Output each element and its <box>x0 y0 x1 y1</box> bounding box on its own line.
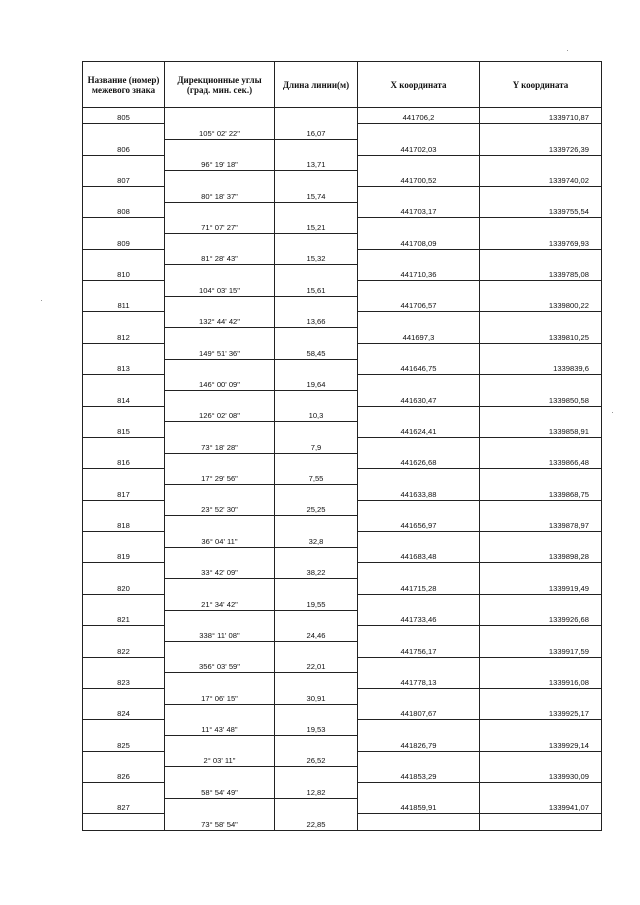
direction-angle: 132° 44' 42" <box>165 312 275 328</box>
segment-row <box>83 375 602 391</box>
empty-cell <box>275 390 358 406</box>
y-coordinate: 1339839,6 <box>480 359 602 375</box>
segment-row <box>83 469 602 485</box>
line-length: 19,55 <box>275 594 358 610</box>
empty-cell <box>165 767 275 783</box>
segment-row <box>83 626 602 642</box>
direction-angle: 73° 18' 28" <box>165 437 275 453</box>
empty-cell <box>275 579 358 595</box>
y-coordinate: 1339785,08 <box>480 265 602 281</box>
point-row <box>83 422 602 438</box>
empty-cell <box>275 359 358 375</box>
empty-cell <box>275 610 358 626</box>
direction-angle: 21° 34' 42" <box>165 594 275 610</box>
empty-cell <box>358 688 480 704</box>
segment-row <box>83 312 602 328</box>
line-length: 16,07 <box>275 124 358 140</box>
direction-angle: 2° 03' 11" <box>165 751 275 767</box>
y-coordinate: 1339800,22 <box>480 296 602 312</box>
empty-cell <box>275 736 358 752</box>
empty-cell <box>358 783 480 799</box>
y-coordinate: 1339726,39 <box>480 139 602 155</box>
empty-cell <box>480 406 602 422</box>
empty-cell <box>83 281 165 297</box>
empty-cell <box>275 328 358 344</box>
direction-angle: 11° 43' 48" <box>165 720 275 736</box>
point-row <box>83 767 602 783</box>
y-coordinate: 1339769,93 <box>480 234 602 250</box>
empty-cell <box>83 563 165 579</box>
empty-cell <box>358 657 480 673</box>
empty-cell <box>358 563 480 579</box>
x-coordinate: 441715,28 <box>358 579 480 595</box>
x-coordinate: 441853,29 <box>358 767 480 783</box>
point-name: 815 <box>83 422 165 438</box>
point-name: 809 <box>83 234 165 250</box>
empty-cell <box>83 500 165 516</box>
empty-cell <box>275 202 358 218</box>
x-coordinate: 441683,48 <box>358 547 480 563</box>
x-coordinate: 441626,68 <box>358 453 480 469</box>
empty-cell <box>275 704 358 720</box>
y-coordinate: 1339740,02 <box>480 171 602 187</box>
x-coordinate: 441826,79 <box>358 736 480 752</box>
x-coordinate: 441703,17 <box>358 202 480 218</box>
y-coordinate: 1339919,49 <box>480 579 602 595</box>
y-coordinate: 1339941,07 <box>480 798 602 814</box>
point-row <box>83 139 602 155</box>
line-length: 12,82 <box>275 783 358 799</box>
line-length: 22,01 <box>275 657 358 673</box>
segment-row <box>83 155 602 171</box>
empty-cell <box>480 783 602 799</box>
empty-cell <box>358 375 480 391</box>
segment-row <box>83 814 602 830</box>
x-coordinate: 441708,09 <box>358 234 480 250</box>
direction-angle: 96° 19' 18" <box>165 155 275 171</box>
empty-cell <box>83 343 165 359</box>
y-coordinate: 1339898,28 <box>480 547 602 563</box>
line-length: 30,91 <box>275 688 358 704</box>
point-row <box>83 202 602 218</box>
segment-row <box>83 720 602 736</box>
empty-cell <box>165 139 275 155</box>
point-row <box>83 516 602 532</box>
segment-row <box>83 563 602 579</box>
empty-cell <box>165 171 275 187</box>
boundary-coordinates-table <box>82 61 602 831</box>
empty-cell <box>275 673 358 689</box>
empty-cell <box>83 155 165 171</box>
empty-cell <box>480 657 602 673</box>
point-name: 807 <box>83 171 165 187</box>
empty-cell <box>480 720 602 736</box>
y-coordinate: 1339916,08 <box>480 673 602 689</box>
direction-angle: 146° 00' 09" <box>165 375 275 391</box>
empty-cell <box>480 437 602 453</box>
segment-row <box>83 532 602 548</box>
point-name: 811 <box>83 296 165 312</box>
y-coordinate: 1339810,25 <box>480 328 602 344</box>
line-length: 19,64 <box>275 375 358 391</box>
direction-angle: 33° 42' 09" <box>165 563 275 579</box>
empty-cell <box>480 312 602 328</box>
line-length: 38,22 <box>275 563 358 579</box>
point-name: 827 <box>83 798 165 814</box>
point-name: 818 <box>83 516 165 532</box>
segment-row <box>83 783 602 799</box>
empty-cell <box>480 814 602 830</box>
y-coordinate: 1339755,54 <box>480 202 602 218</box>
point-name: 805 <box>83 108 165 124</box>
direction-angle: 356° 03' 59" <box>165 657 275 673</box>
point-name: 823 <box>83 673 165 689</box>
segment-row <box>83 594 602 610</box>
point-row <box>83 390 602 406</box>
direction-angle: 338° 11' 08" <box>165 626 275 642</box>
segment-row <box>83 688 602 704</box>
empty-cell <box>275 485 358 501</box>
empty-cell <box>480 688 602 704</box>
line-length: 15,21 <box>275 218 358 234</box>
point-row <box>83 296 602 312</box>
x-coordinate: 441706,57 <box>358 296 480 312</box>
empty-cell <box>275 139 358 155</box>
x-coordinate: 441656,97 <box>358 516 480 532</box>
direction-angle: 126° 02' 08" <box>165 406 275 422</box>
empty-cell <box>83 751 165 767</box>
empty-cell <box>480 532 602 548</box>
empty-cell <box>275 108 358 124</box>
empty-cell <box>165 359 275 375</box>
line-length: 15,74 <box>275 186 358 202</box>
point-row <box>83 453 602 469</box>
line-length: 25,25 <box>275 500 358 516</box>
direction-angle: 23° 52' 30" <box>165 500 275 516</box>
point-row <box>83 234 602 250</box>
line-length: 7,9 <box>275 437 358 453</box>
empty-cell <box>275 171 358 187</box>
empty-cell <box>358 186 480 202</box>
y-coordinate: 1339930,09 <box>480 767 602 783</box>
point-name: 806 <box>83 139 165 155</box>
y-coordinate: 1339866,48 <box>480 453 602 469</box>
empty-cell <box>358 124 480 140</box>
empty-cell <box>83 469 165 485</box>
x-coordinate: 441700,52 <box>358 171 480 187</box>
point-name: 824 <box>83 704 165 720</box>
empty-cell <box>480 343 602 359</box>
empty-cell <box>165 390 275 406</box>
direction-angle: 73° 58' 54" <box>165 814 275 830</box>
empty-cell <box>480 124 602 140</box>
header-y-coordinate: Y координата <box>480 62 602 108</box>
segment-row <box>83 406 602 422</box>
scan-speck <box>41 300 42 301</box>
line-length: 58,45 <box>275 343 358 359</box>
x-coordinate: 441733,46 <box>358 610 480 626</box>
table-header-row <box>83 62 602 108</box>
y-coordinate: 1339710,87 <box>480 108 602 124</box>
empty-cell <box>480 563 602 579</box>
x-coordinate: 441633,88 <box>358 485 480 501</box>
empty-cell <box>165 547 275 563</box>
empty-cell <box>83 406 165 422</box>
scan-speck <box>612 412 613 413</box>
empty-cell <box>165 108 275 124</box>
point-name: 817 <box>83 485 165 501</box>
direction-angle: 149° 51' 36" <box>165 343 275 359</box>
point-name: 822 <box>83 641 165 657</box>
x-coordinate: 441646,75 <box>358 359 480 375</box>
empty-cell <box>480 218 602 234</box>
empty-cell <box>165 516 275 532</box>
segment-row <box>83 437 602 453</box>
empty-cell <box>83 312 165 328</box>
empty-cell <box>358 500 480 516</box>
x-coordinate: 441702,03 <box>358 139 480 155</box>
x-coordinate: 441624,41 <box>358 422 480 438</box>
direction-angle: 81° 28' 43" <box>165 249 275 265</box>
line-length: 19,53 <box>275 720 358 736</box>
empty-cell <box>480 249 602 265</box>
point-name: 812 <box>83 328 165 344</box>
direction-angle: 105° 02' 22" <box>165 124 275 140</box>
point-row <box>83 610 602 626</box>
empty-cell <box>165 641 275 657</box>
segment-row <box>83 751 602 767</box>
empty-cell <box>83 218 165 234</box>
x-coordinate: 441710,36 <box>358 265 480 281</box>
empty-cell <box>165 798 275 814</box>
empty-cell <box>275 547 358 563</box>
empty-cell <box>165 673 275 689</box>
empty-cell <box>358 594 480 610</box>
x-coordinate: 441630,47 <box>358 390 480 406</box>
direction-angle: 17° 06' 15" <box>165 688 275 704</box>
empty-cell <box>165 736 275 752</box>
empty-cell <box>275 641 358 657</box>
header-point-name: Название (номер) межевого знака <box>83 62 165 108</box>
empty-cell <box>83 594 165 610</box>
empty-cell <box>275 767 358 783</box>
empty-cell <box>83 720 165 736</box>
line-length: 7,55 <box>275 469 358 485</box>
y-coordinate: 1339850,58 <box>480 390 602 406</box>
empty-cell <box>83 186 165 202</box>
y-coordinate: 1339858,91 <box>480 422 602 438</box>
x-coordinate: 441706,2 <box>358 108 480 124</box>
empty-cell <box>83 375 165 391</box>
empty-cell <box>275 234 358 250</box>
direction-angle: 58° 54' 49" <box>165 783 275 799</box>
point-row <box>83 328 602 344</box>
line-length: 24,46 <box>275 626 358 642</box>
line-length: 13,66 <box>275 312 358 328</box>
empty-cell <box>358 751 480 767</box>
line-length: 13,71 <box>275 155 358 171</box>
y-coordinate: 1339926,68 <box>480 610 602 626</box>
segment-row <box>83 343 602 359</box>
empty-cell <box>275 453 358 469</box>
empty-cell <box>165 453 275 469</box>
empty-cell <box>358 312 480 328</box>
point-row <box>83 673 602 689</box>
segment-row <box>83 218 602 234</box>
empty-cell <box>275 265 358 281</box>
empty-cell <box>358 281 480 297</box>
empty-cell <box>480 186 602 202</box>
empty-cell <box>83 783 165 799</box>
point-name: 814 <box>83 390 165 406</box>
x-coordinate: 441756,17 <box>358 641 480 657</box>
point-row <box>83 798 602 814</box>
point-name: 810 <box>83 265 165 281</box>
line-length: 15,32 <box>275 249 358 265</box>
table-body <box>83 108 602 831</box>
point-name: 813 <box>83 359 165 375</box>
empty-cell <box>83 249 165 265</box>
empty-cell <box>83 437 165 453</box>
empty-cell <box>358 437 480 453</box>
direction-angle: 17° 29' 56" <box>165 469 275 485</box>
x-coordinate: 441807,67 <box>358 704 480 720</box>
empty-cell <box>358 814 480 830</box>
empty-cell <box>358 626 480 642</box>
empty-cell <box>165 234 275 250</box>
empty-cell <box>83 814 165 830</box>
point-row <box>83 171 602 187</box>
line-length: 22,85 <box>275 814 358 830</box>
line-length: 26,52 <box>275 751 358 767</box>
segment-row <box>83 500 602 516</box>
segment-row <box>83 249 602 265</box>
direction-angle: 104° 03' 15" <box>165 281 275 297</box>
line-length: 15,61 <box>275 281 358 297</box>
empty-cell <box>165 328 275 344</box>
empty-cell <box>480 469 602 485</box>
point-row <box>83 485 602 501</box>
segment-row <box>83 124 602 140</box>
segment-row <box>83 186 602 202</box>
y-coordinate: 1339878,97 <box>480 516 602 532</box>
point-row <box>83 108 602 124</box>
empty-cell <box>165 610 275 626</box>
x-coordinate: 441697,3 <box>358 328 480 344</box>
empty-cell <box>480 500 602 516</box>
empty-cell <box>358 249 480 265</box>
x-coordinate: 441859,91 <box>358 798 480 814</box>
point-row <box>83 265 602 281</box>
empty-cell <box>358 532 480 548</box>
empty-cell <box>165 704 275 720</box>
y-coordinate: 1339929,14 <box>480 736 602 752</box>
point-name: 826 <box>83 767 165 783</box>
point-name: 821 <box>83 610 165 626</box>
point-row <box>83 704 602 720</box>
point-name: 820 <box>83 579 165 595</box>
point-row <box>83 736 602 752</box>
empty-cell <box>480 594 602 610</box>
empty-cell <box>165 422 275 438</box>
empty-cell <box>480 751 602 767</box>
direction-angle: 80° 18' 37" <box>165 186 275 202</box>
empty-cell <box>480 626 602 642</box>
x-coordinate: 441778,13 <box>358 673 480 689</box>
point-row <box>83 641 602 657</box>
point-row <box>83 359 602 375</box>
line-length: 32,8 <box>275 532 358 548</box>
direction-angle: 36° 04' 11" <box>165 532 275 548</box>
y-coordinate: 1339917,59 <box>480 641 602 657</box>
empty-cell <box>275 422 358 438</box>
empty-cell <box>165 485 275 501</box>
empty-cell <box>358 469 480 485</box>
empty-cell <box>275 516 358 532</box>
empty-cell <box>275 296 358 312</box>
y-coordinate: 1339925,17 <box>480 704 602 720</box>
empty-cell <box>358 406 480 422</box>
point-name: 816 <box>83 453 165 469</box>
empty-cell <box>480 281 602 297</box>
point-row <box>83 579 602 595</box>
empty-cell <box>83 626 165 642</box>
line-length: 10,3 <box>275 406 358 422</box>
empty-cell <box>83 532 165 548</box>
header-x-coordinate: X координата <box>358 62 480 108</box>
empty-cell <box>165 579 275 595</box>
empty-cell <box>480 375 602 391</box>
direction-angle: 71° 07' 27" <box>165 218 275 234</box>
empty-cell <box>358 343 480 359</box>
empty-cell <box>83 688 165 704</box>
header-line-length: Длина линии(м) <box>275 62 358 108</box>
point-name: 825 <box>83 736 165 752</box>
empty-cell <box>358 155 480 171</box>
empty-cell <box>165 265 275 281</box>
empty-cell <box>83 657 165 673</box>
empty-cell <box>165 296 275 312</box>
empty-cell <box>275 798 358 814</box>
scan-speck <box>567 50 568 51</box>
point-row <box>83 547 602 563</box>
segment-row <box>83 657 602 673</box>
segment-row <box>83 281 602 297</box>
point-name: 808 <box>83 202 165 218</box>
y-coordinate: 1339868,75 <box>480 485 602 501</box>
empty-cell <box>358 720 480 736</box>
point-name: 819 <box>83 547 165 563</box>
empty-cell <box>165 202 275 218</box>
empty-cell <box>480 155 602 171</box>
empty-cell <box>83 124 165 140</box>
empty-cell <box>358 218 480 234</box>
header-direction-angle: Дирекционные углы (град. мин. сек.) <box>165 62 275 108</box>
